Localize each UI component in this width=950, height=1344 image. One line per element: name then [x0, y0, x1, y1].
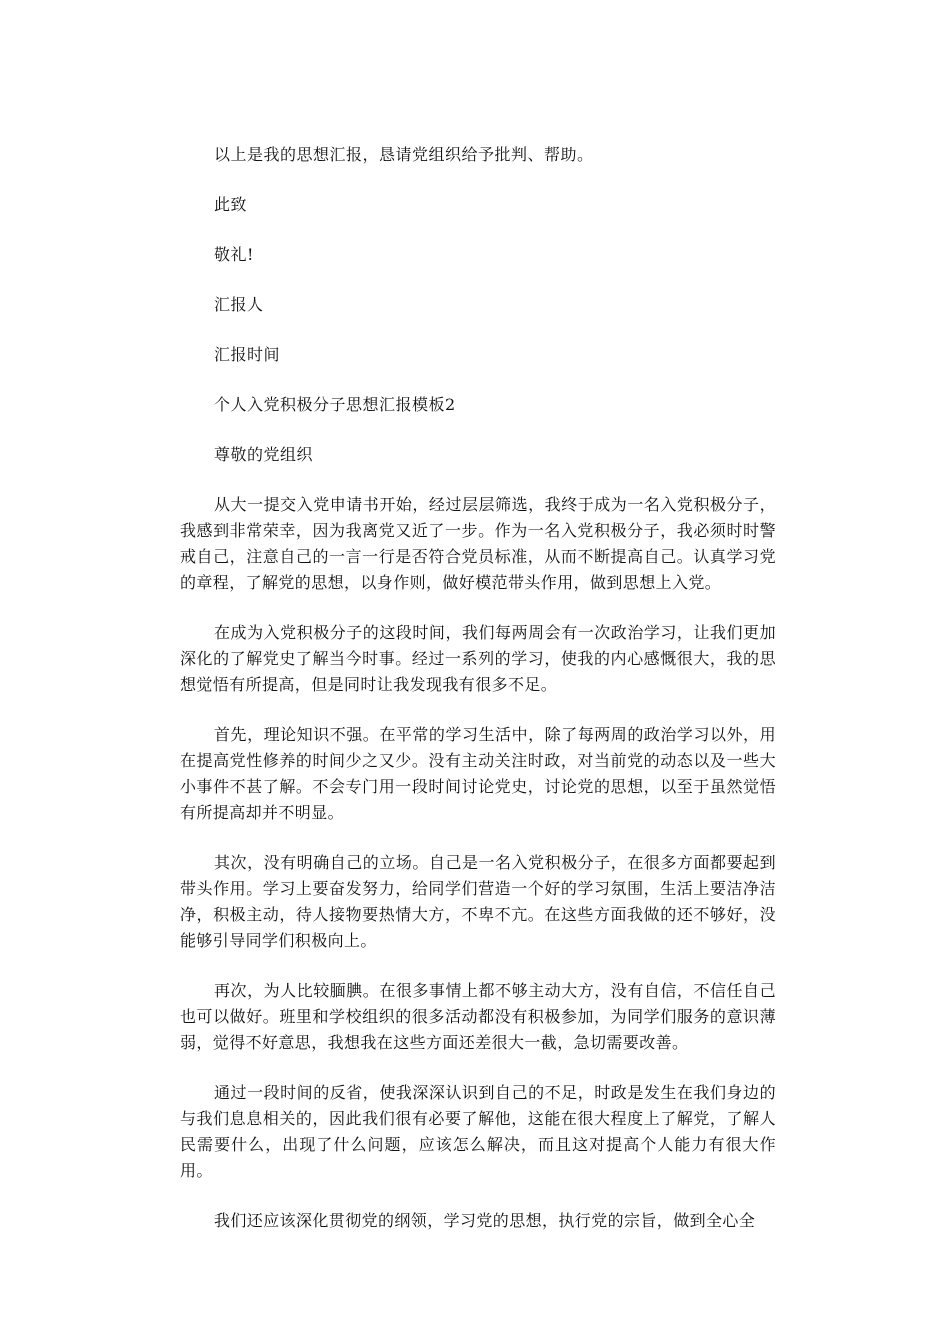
body-paragraph: 我们还应该深化贯彻党的纲领，学习党的思想，执行党的宗旨，做到全心全 — [214, 1211, 756, 1230]
body-paragraph: 通过一段时间的反省，使我深深认识到自己的不足，时政是发生在我们身边的与我们息息相关的，因此我们很有必要了解他，这能在很大程度上了解党，了解人民需要什么，出现了什么问题，应该怎么解决，而且这对提高个人能力有很大作用。 — [180, 1083, 776, 1180]
document-body — [180, 142, 776, 1234]
salutation-cizhi: 此致 — [214, 195, 248, 214]
report-time-label: 汇报时间 — [214, 345, 281, 364]
body-paragraph: 在成为入党积极分子的这段时间，我们每两周会有一次政治学习，让我们更加深化的了解党史了解当今时事。经过一系列的学习，使我的内心感慨很大，我的思想觉悟有所提高，但是同时让我发现我有很多不足。 — [180, 623, 776, 694]
body-paragraph: 从大一提交入党申请书开始，经过层层筛选，我终于成为一名入党积极分子，我感到非常荣幸，因为我离党又近了一步。作为一名入党积极分子，我必须时时警戒自己，注意自己的一言一行是否符合党员标准，从而不断提高自己。认真学习党的章程，了解党的思想，以身作则，做好模范带头作用，做到思想上入党。 — [180, 495, 776, 592]
body-paragraph: 再次，为人比较腼腆。在很多事情上都不够主动大方，没有自信，不信任自己也可以做好。班里和学校组织的很多活动都没有积极参加，为同学们服务的意识薄弱，觉得不好意思，我想我在这些方面还差很大一截，急切需要改善。 — [180, 981, 776, 1052]
closing-statement: 以上是我的思想汇报，恳请党组织给予批判、帮助。 — [214, 145, 594, 164]
section-title: 个人入党积极分子思想汇报模板2 — [214, 395, 456, 414]
body-paragraph: 首先，理论知识不强。在平常的学习生活中，除了每两周的政治学习以外，用在提高党性修养的时间少之又少。没有主动关注时政，对当前党的动态以及一些大小事件不甚了解。不会专门用一段时间讨论党史，讨论党的思想，以至于虽然觉悟有所提高却并不明显。 — [180, 725, 776, 822]
salutation-jingli: 敬礼! — [214, 245, 254, 264]
body-paragraph: 其次，没有明确自己的立场。自己是一名入党积极分子，在很多方面都要起到带头作用。学习上要奋发努力，给同学们营造一个好的学习氛围，生活上要洁净洁净，积极主动，待人接物要热情大方，不卑不亢。在这些方面我做的还不够好，没能够引导同学们积极向上。 — [180, 853, 776, 950]
reporter-label: 汇报人 — [214, 295, 264, 314]
greeting: 尊敬的党组织 — [214, 445, 314, 464]
